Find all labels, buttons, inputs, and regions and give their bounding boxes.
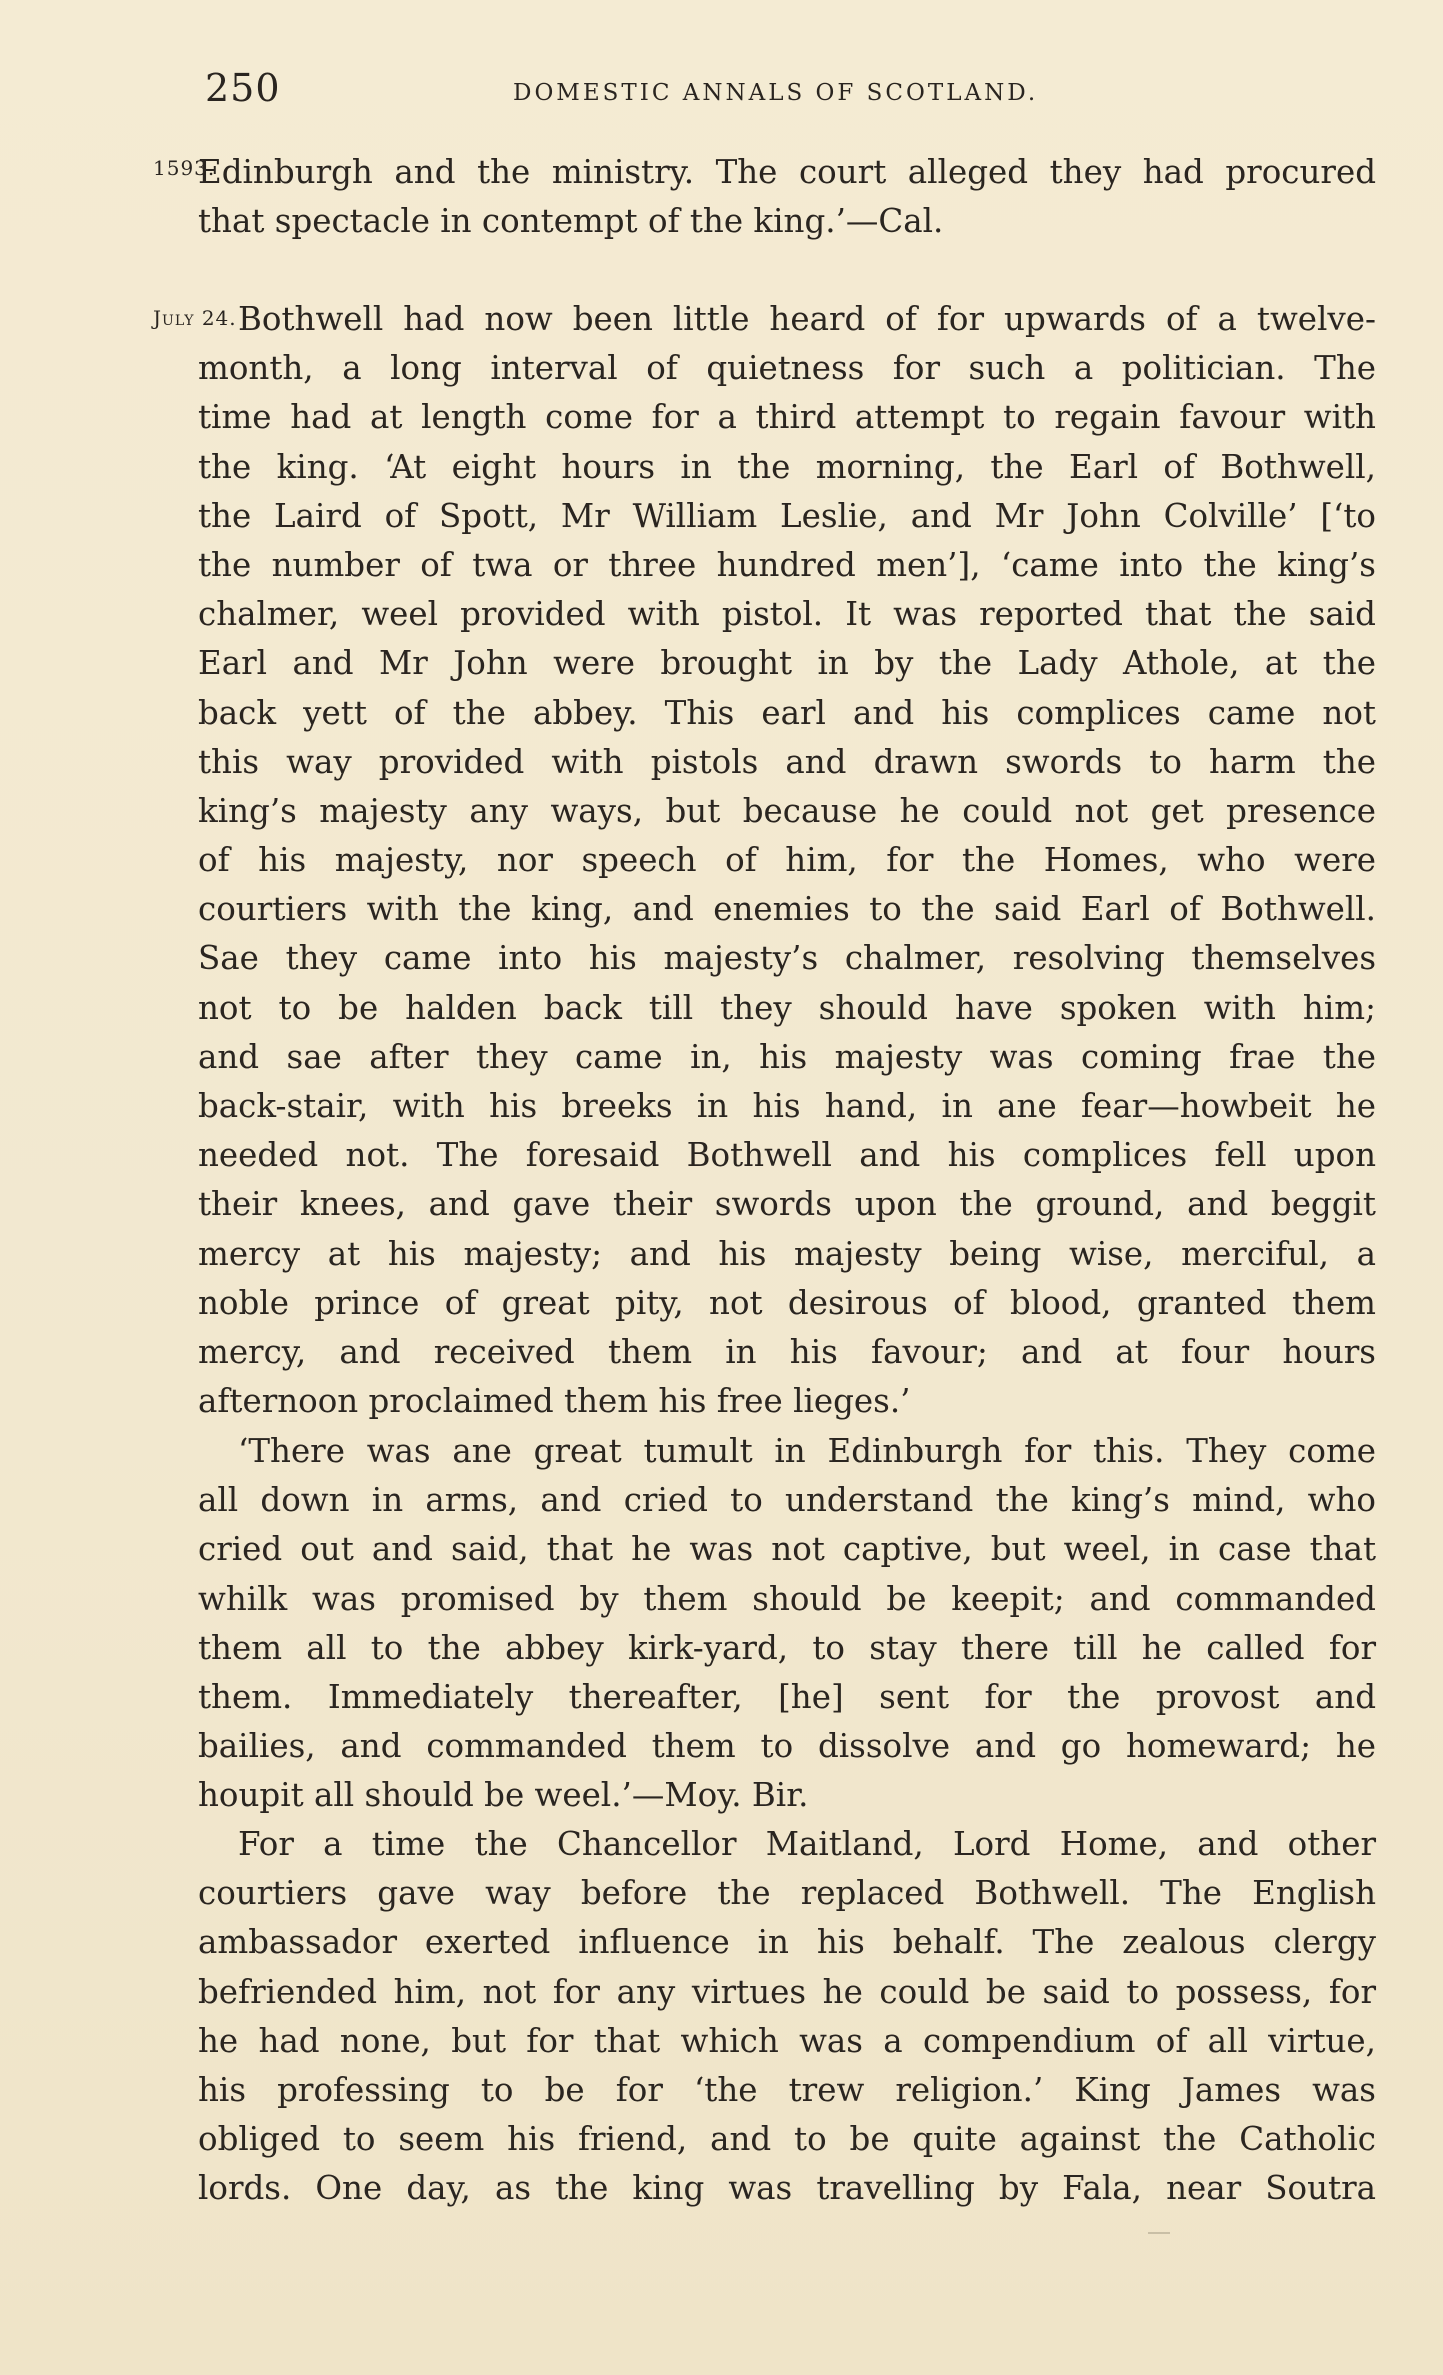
text-line: courtiers gave way before the replaced Bothwell. The English (198, 1874, 1376, 1913)
text-line: that spectacle in contempt of the king.’—Cal. (198, 202, 944, 241)
paragraph-continuation (198, 148, 1376, 246)
text-line: For a time the Chancellor Maitland, Lord Home, and other (238, 1825, 1376, 1863)
text-line: mercy at his majesty; and his majesty being wise, merciful, a (198, 1234, 1376, 1273)
text-line: houpit all should be weel.’—Moy. Bir. (198, 1776, 809, 1815)
text-line: chalmer, weel provided with pistol. It was reported that the said (198, 595, 1376, 634)
running-title: DOMESTIC ANNALS OF SCOTLAND. (513, 80, 1039, 106)
text-line: befriended him, not for any virtues he could be said to possess, for (198, 1972, 1376, 2011)
text-line: back-stair, with his breeks in his hand, in ane fear—howbeit he (198, 1087, 1376, 1125)
text-line: and sae after they came in, his majesty was coming frae the (198, 1037, 1376, 1076)
catchline-rule (1148, 2232, 1170, 2234)
text-line: needed not. The foresaid Bothwell and his complices fell upon (198, 1136, 1376, 1175)
text-line: of his majesty, nor speech of him, for the Homes, who were (198, 841, 1376, 880)
paragraph-bothwell (198, 295, 1376, 1426)
text-line: whilk was promised by them should be keepit; and commanded (198, 1579, 1376, 1618)
text-line: Edinburgh and the ministry. The court alleged they had procured (198, 153, 1376, 191)
text-line: ambassador exerted influence in his behalf. The zealous clergy (198, 1923, 1376, 1962)
text-line: ‘There was ane great tumult in Edinburgh for this. They come (238, 1432, 1376, 1470)
text-line: them all to the abbey kirk-yard, to stay there till he called for (198, 1628, 1376, 1667)
text-line: lords. One day, as the king was travelling by Fala, near Soutra (198, 2169, 1376, 2208)
text-line: courtiers with the king, and enemies to the said Earl of Bothwell. (198, 890, 1376, 929)
text-line: Bothwell had now been little heard of for upwards of a twelve- (238, 300, 1376, 338)
text-line: them. Immediately thereafter, [he] sent for the provost and (198, 1677, 1376, 1716)
text-line: cried out and said, that he was not captive, but weel, in case that (198, 1530, 1376, 1569)
text-line: he had none, but for that which was a compendium of all virtue, (198, 2021, 1376, 2060)
page-header (205, 66, 1295, 126)
paragraph-chancellor (198, 1820, 1376, 2214)
text-line: back yett of the abbey. This earl and his complices came not (198, 693, 1376, 732)
page-number: 250 (205, 66, 281, 110)
text-line: all down in arms, and cried to understand the king’s mind, who (198, 1481, 1376, 1520)
text-line: this way provided with pistols and drawn swords to harm the (198, 742, 1376, 781)
text-line: month, a long interval of quietness for such a politician. The (198, 349, 1376, 388)
text-line: time had at length come for a third attempt to regain favour with (198, 398, 1376, 437)
margin-note-date: July 24. (153, 306, 237, 330)
text-line: mercy, and received them in his favour; and at four hours (198, 1332, 1376, 1371)
text-line: bailies, and commanded them to dissolve and go homeward; he (198, 1727, 1376, 1766)
text-line: Sae they came into his majesty’s chalmer, resolving themselves (198, 939, 1376, 978)
text-line: afternoon proclaimed them his free lieges.’ (198, 1382, 911, 1421)
text-line: the king. ‘At eight hours in the morning, the Earl of Bothwell, (198, 447, 1376, 486)
text-line: noble prince of great pity, not desirous of blood, granted them (198, 1283, 1376, 1322)
text-line: his professing to be for ‘the trew religion.’ King James was (198, 2070, 1376, 2109)
margin-note-year: 1593. (153, 156, 216, 180)
paragraph-tumult (198, 1427, 1376, 1821)
text-line: not to be halden back till they should have spoken with him; (198, 988, 1376, 1027)
text-line: Earl and Mr John were brought in by the Lady Athole, at the (198, 644, 1376, 683)
text-line: obliged to seem his friend, and to be quite against the Catholic (198, 2120, 1376, 2159)
text-line: king’s majesty any ways, but because he could not get presence (198, 791, 1376, 830)
text-line: their knees, and gave their swords upon the ground, and beggit (198, 1185, 1376, 1224)
text-line: the Laird of Spott, Mr William Leslie, and Mr John Colville’ [‘to (198, 496, 1376, 535)
text-line: the number of twa or three hundred men’], ‘came into the king’s (198, 545, 1376, 584)
